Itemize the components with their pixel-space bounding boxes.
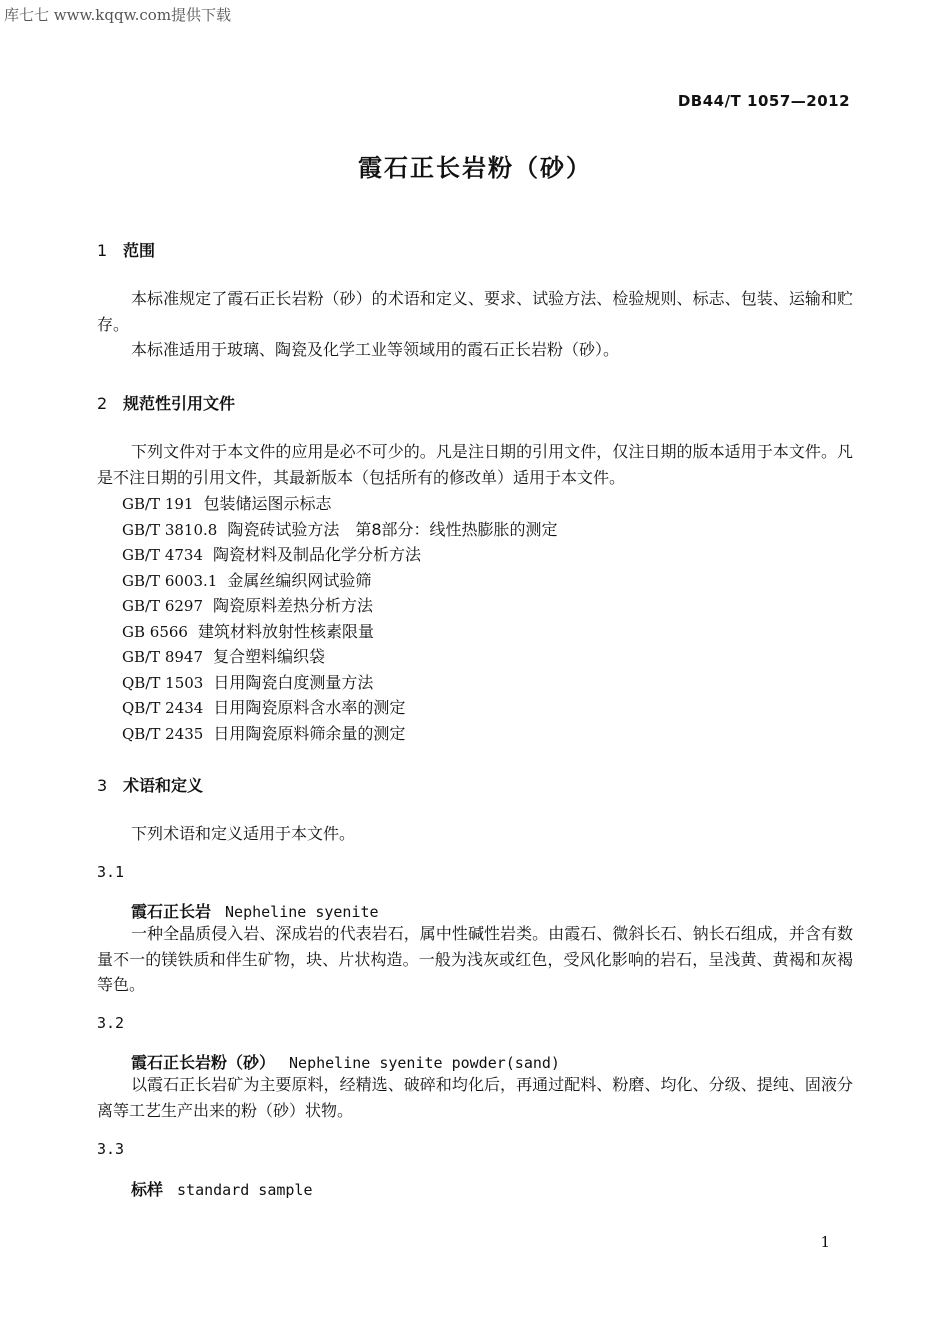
- reference-code: QB/T 2435: [122, 724, 204, 743]
- term-entry: [131, 1177, 312, 1200]
- scope-paragraph-2: 本标准适用于玻璃、陶瓷及化学工业等领域用的霞石正长岩粉（砂）。: [131, 340, 620, 359]
- reference-item: [122, 593, 558, 619]
- watermark-text: 库七七 www.kqqw.com提供下载: [4, 6, 232, 24]
- reference-item: [122, 644, 558, 670]
- reference-code: GB/T 4734: [122, 546, 204, 564]
- reference-code: GB/T 3810.8: [122, 520, 218, 539]
- reference-title: 日用陶瓷原料筛余量的测定: [213, 723, 406, 743]
- section-heading-terms: [97, 773, 203, 796]
- reference-item: [122, 670, 558, 696]
- page-number: 1: [820, 1233, 830, 1251]
- reference-code: GB/T 8947: [122, 648, 204, 666]
- clause-number: 3.1: [97, 863, 125, 881]
- term-entry: [131, 899, 379, 922]
- term-chinese: 标样: [131, 1180, 164, 1199]
- term-definition: 一种全晶质侵入岩、深成岩的代表岩石，属中性碱性岩类。由霞石、微斜长石、钠长石组成，并含有数量不一的镁铁质和伴生矿物，块、片状构造。一般为浅灰或红色，受风化影响的岩石，呈浅黄、黄褐和灰褐等色。: [97, 924, 853, 994]
- clause-number: 3.3: [97, 1140, 125, 1158]
- clause-number: 3.2: [97, 1014, 125, 1032]
- reference-code: GB 6566: [122, 622, 188, 641]
- term-definition: 以霞石正长岩矿为主要原料，经精选、破碎和均化后，再通过配料、粉磨、均化、分级、提纯、固液分离等工艺生产出来的粉（砂）状物。: [97, 1075, 853, 1120]
- reference-item: [122, 568, 558, 594]
- reference-title: 日用陶瓷原料含水率的测定: [213, 698, 406, 717]
- reference-item: [122, 542, 558, 568]
- section-heading-normative: [97, 391, 235, 414]
- reference-item: [122, 619, 558, 645]
- section-title: 规范性引用文件: [123, 394, 236, 413]
- reference-item: [122, 721, 558, 747]
- reference-title: 包装储运图示标志: [203, 494, 332, 513]
- reference-title: 陶瓷砖试验方法 第8部分：线性热膨胀的测定: [227, 519, 558, 539]
- reference-code: GB/T 6003.1: [122, 571, 218, 590]
- term-english: Nepheline syenite powder(sand): [289, 1054, 560, 1072]
- section-number: 3: [97, 776, 108, 795]
- scope-paragraph-1: 本标准规定了霞石正长岩粉（砂）的术语和定义、要求、试验方法、检验规则、标志、包装、运输和贮存。: [97, 289, 853, 334]
- section-number: 1: [97, 241, 108, 260]
- terms-intro: 下列术语和定义适用于本文件。: [131, 824, 356, 843]
- reference-list: [122, 491, 558, 746]
- reference-title: 陶瓷材料及制品化学分析方法: [213, 545, 422, 564]
- term-chinese: 霞石正长岩: [131, 902, 212, 921]
- reference-title: 日用陶瓷白度测量方法: [213, 672, 374, 692]
- reference-code: GB/T 191: [122, 495, 194, 513]
- reference-title: 陶瓷原料差热分析方法: [213, 596, 374, 615]
- reference-title: 建筑材料放射性核素限量: [197, 621, 374, 641]
- section-title: 范围: [123, 241, 156, 260]
- normative-intro: 下列文件对于本文件的应用是必不可少的。凡是注日期的引用文件，仅注日期的版本适用于本文件。凡是不注日期的引用文件，其最新版本（包括所有的修改单）适用于本文件。: [97, 442, 853, 487]
- reference-code: GB/T 6297: [122, 597, 204, 615]
- reference-item: [122, 517, 558, 543]
- term-english: Nepheline syenite: [225, 903, 379, 921]
- page-title: 霞石正长岩粉（砂）: [358, 154, 592, 182]
- section-heading-scope: [97, 238, 155, 261]
- document-code: DB44/T 1057—2012: [677, 92, 850, 110]
- reference-title: 金属丝编织网试验筛: [227, 570, 372, 590]
- reference-item: [122, 695, 558, 721]
- section-title: 术语和定义: [123, 776, 204, 795]
- section-number: 2: [97, 394, 108, 413]
- term-entry: [131, 1050, 560, 1073]
- reference-title: 复合塑料编织袋: [213, 647, 326, 666]
- reference-code: QB/T 1503: [122, 673, 204, 692]
- reference-item: [122, 491, 558, 517]
- term-chinese: 霞石正长岩粉（砂）: [131, 1053, 276, 1072]
- term-english: standard sample: [177, 1181, 313, 1199]
- reference-code: QB/T 2434: [122, 699, 204, 717]
